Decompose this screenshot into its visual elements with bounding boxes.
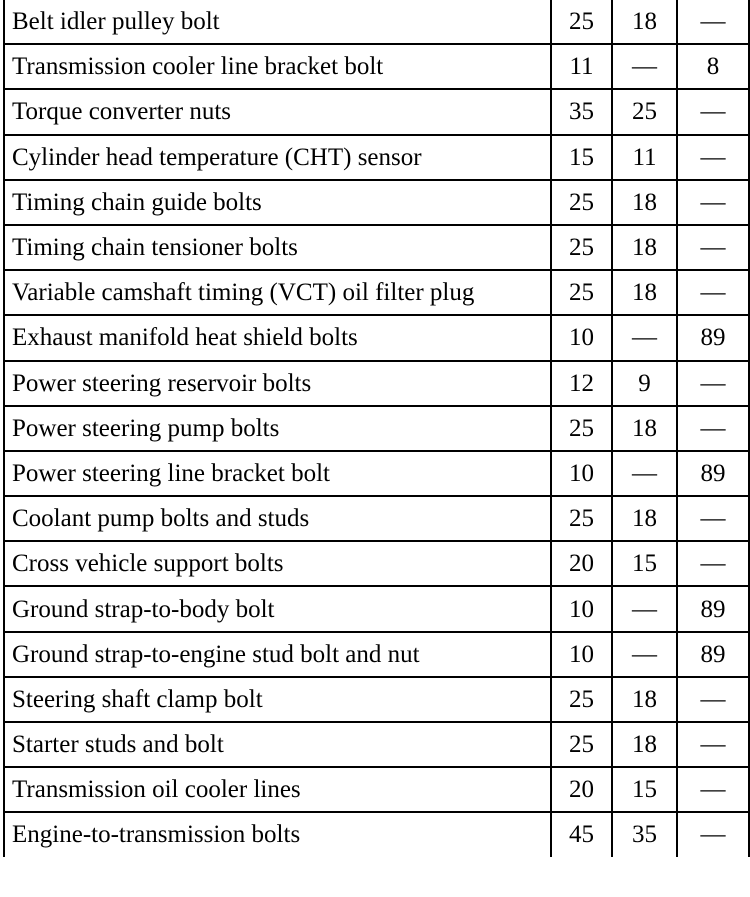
table-row: [4, 89, 749, 134]
torque-lbin-value: —: [677, 180, 749, 225]
torque-lbft-value: 18: [612, 677, 677, 722]
torque-lbft-value: —: [612, 451, 677, 496]
torque-lbft-value: —: [612, 586, 677, 631]
table-row: [4, 135, 749, 180]
component-description: Exhaust manifold heat shield bolts: [4, 315, 551, 360]
torque-nm-value: 10: [551, 315, 612, 360]
torque-lbin-value: 89: [677, 632, 749, 677]
table-row: [4, 0, 749, 44]
torque-lbin-value: —: [677, 722, 749, 767]
torque-lbin-value: —: [677, 406, 749, 451]
torque-nm-value: 10: [551, 451, 612, 496]
table-row: [4, 812, 749, 856]
torque-lbft-value: 18: [612, 180, 677, 225]
torque-lbin-value: 89: [677, 586, 749, 631]
component-description: Transmission cooler line bracket bolt: [4, 44, 551, 89]
component-description: Power steering line bracket bolt: [4, 451, 551, 496]
component-description: Engine-to-transmission bolts: [4, 812, 551, 856]
torque-nm-value: 25: [551, 270, 612, 315]
torque-lbin-value: —: [677, 361, 749, 406]
torque-nm-value: 20: [551, 767, 612, 812]
torque-lbft-value: 18: [612, 722, 677, 767]
torque-nm-value: 10: [551, 632, 612, 677]
torque-nm-value: 20: [551, 541, 612, 586]
torque-nm-value: 25: [551, 406, 612, 451]
table-row: [4, 406, 749, 451]
torque-lbin-value: 8: [677, 44, 749, 89]
component-description: Starter studs and bolt: [4, 722, 551, 767]
component-description: Transmission oil cooler lines: [4, 767, 551, 812]
torque-spec-table: [3, 0, 750, 857]
table-row: [4, 44, 749, 89]
table-row: [4, 361, 749, 406]
table-row: [4, 315, 749, 360]
torque-nm-value: 25: [551, 722, 612, 767]
component-description: Ground strap-to-body bolt: [4, 586, 551, 631]
torque-spec-table-body: [4, 0, 749, 857]
torque-lbft-value: 18: [612, 406, 677, 451]
table-row: [4, 722, 749, 767]
table-row: [4, 225, 749, 270]
torque-lbin-value: 89: [677, 451, 749, 496]
torque-lbft-value: 25: [612, 89, 677, 134]
torque-lbft-value: —: [612, 632, 677, 677]
component-description: Cross vehicle support bolts: [4, 541, 551, 586]
torque-lbft-value: 18: [612, 0, 677, 44]
torque-lbft-value: 15: [612, 767, 677, 812]
torque-lbin-value: —: [677, 225, 749, 270]
torque-lbft-value: 35: [612, 812, 677, 856]
table-row: [4, 586, 749, 631]
torque-nm-value: 10: [551, 586, 612, 631]
torque-lbft-value: 18: [612, 496, 677, 541]
torque-lbft-value: 18: [612, 225, 677, 270]
component-description: Torque converter nuts: [4, 89, 551, 134]
torque-nm-value: 12: [551, 361, 612, 406]
torque-lbft-value: 9: [612, 361, 677, 406]
table-row: [4, 180, 749, 225]
torque-lbft-value: —: [612, 44, 677, 89]
component-description: Ground strap-to-engine stud bolt and nut: [4, 632, 551, 677]
torque-nm-value: 11: [551, 44, 612, 89]
table-row: [4, 767, 749, 812]
torque-nm-value: 25: [551, 225, 612, 270]
table-row: [4, 541, 749, 586]
component-description: Steering shaft clamp bolt: [4, 677, 551, 722]
torque-lbft-value: 11: [612, 135, 677, 180]
component-description: Belt idler pulley bolt: [4, 0, 551, 44]
torque-lbft-value: 18: [612, 270, 677, 315]
component-description: Coolant pump bolts and studs: [4, 496, 551, 541]
torque-lbin-value: —: [677, 89, 749, 134]
torque-nm-value: 45: [551, 812, 612, 856]
torque-lbin-value: —: [677, 0, 749, 44]
component-description: Timing chain guide bolts: [4, 180, 551, 225]
table-row: [4, 270, 749, 315]
torque-lbft-value: —: [612, 315, 677, 360]
component-description: Timing chain tensioner bolts: [4, 225, 551, 270]
component-description: Power steering reservoir bolts: [4, 361, 551, 406]
torque-nm-value: 15: [551, 135, 612, 180]
torque-lbin-value: —: [677, 270, 749, 315]
torque-lbin-value: —: [677, 767, 749, 812]
table-row: [4, 632, 749, 677]
torque-nm-value: 25: [551, 0, 612, 44]
component-description: Cylinder head temperature (CHT) sensor: [4, 135, 551, 180]
component-description: Power steering pump bolts: [4, 406, 551, 451]
component-description: Variable camshaft timing (VCT) oil filter plug: [4, 270, 551, 315]
torque-lbin-value: —: [677, 496, 749, 541]
table-row: [4, 496, 749, 541]
torque-lbin-value: —: [677, 541, 749, 586]
table-row: [4, 451, 749, 496]
torque-nm-value: 35: [551, 89, 612, 134]
torque-nm-value: 25: [551, 180, 612, 225]
torque-lbin-value: —: [677, 812, 749, 856]
torque-lbin-value: 89: [677, 315, 749, 360]
torque-lbin-value: —: [677, 135, 749, 180]
torque-nm-value: 25: [551, 496, 612, 541]
torque-lbin-value: —: [677, 677, 749, 722]
table-row: [4, 677, 749, 722]
torque-nm-value: 25: [551, 677, 612, 722]
torque-lbft-value: 15: [612, 541, 677, 586]
